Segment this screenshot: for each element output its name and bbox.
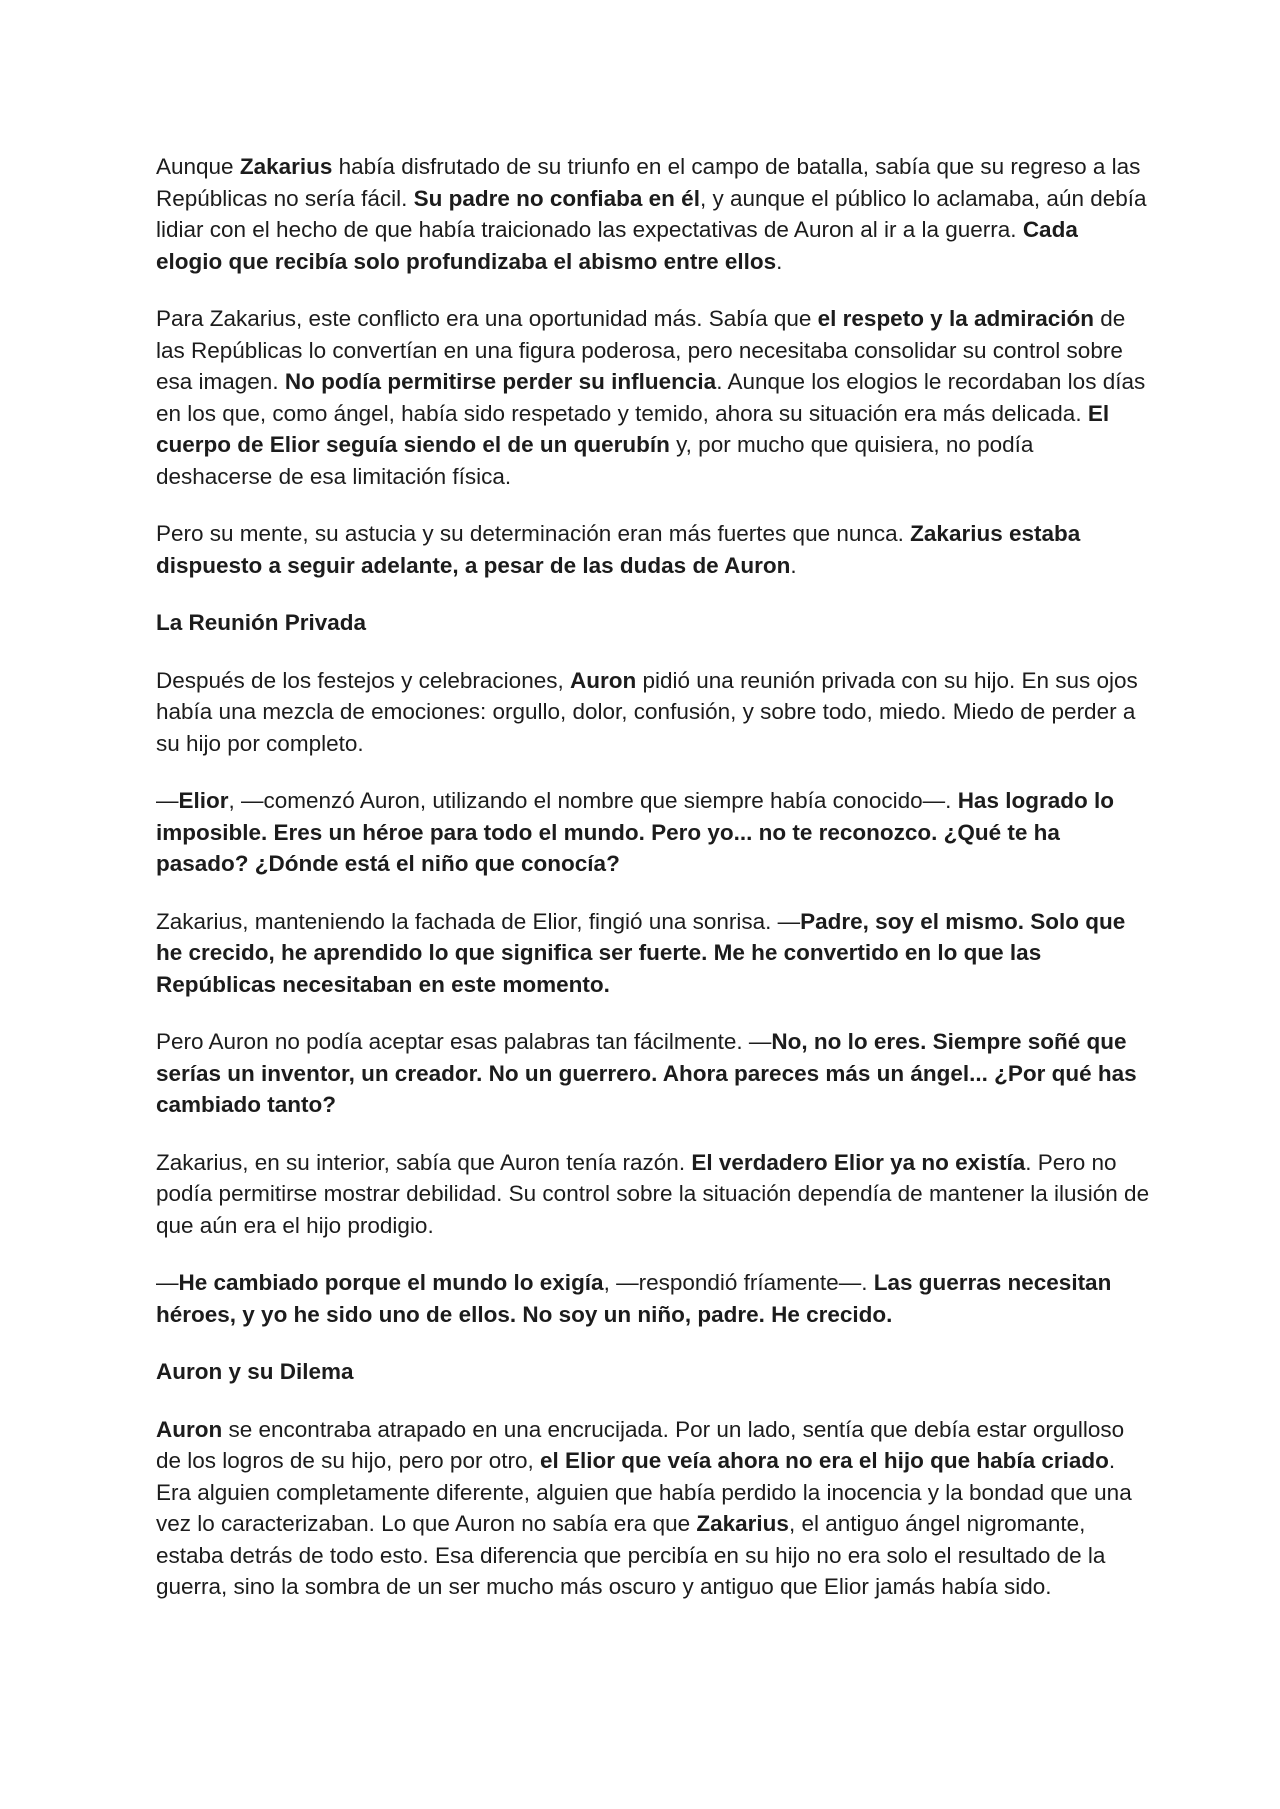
- paragraph-2: [156, 303, 1150, 492]
- heading-text: Auron y su Dilema: [156, 1359, 354, 1384]
- bold-run: Cada elogio que recibía solo profundizaba el abismo entre ellos: [156, 217, 1078, 274]
- text-run: , —respondió fríamente—.: [603, 1270, 874, 1295]
- text-run: —: [156, 1270, 179, 1295]
- text-run: había disfrutado de su triunfo en el campo de batalla, sabía que su regreso a las Repúblicas no sería fácil.: [156, 154, 1141, 211]
- bold-run: Has logrado lo imposible. Eres un héroe para todo el mundo. Pero yo... no te reconozco. ¿Qué te ha pasado? ¿Dónde está el niño que conocía?: [156, 788, 1114, 876]
- text-run: . Pero no podía permitirse mostrar debilidad. Su control sobre la situación dependía de mantener la ilusión de que aún era el hijo prodigio.: [156, 1149, 1150, 1238]
- bold-run: Las guerras necesitan héroes, y yo he sido uno de ellos. No soy un niño, padre. He crecido.: [156, 1270, 1112, 1327]
- bold-run: Su padre no confiaba en él: [413, 185, 700, 211]
- text-run: Zakarius, en su interior, sabía que Auron tenía razón.: [156, 1149, 692, 1175]
- text-run: Después de los festejos y celebraciones,: [156, 667, 570, 693]
- section-heading-auron-dilema: [156, 1356, 1150, 1388]
- text-run: —: [156, 788, 179, 813]
- bold-run: Zakarius estaba dispuesto a seguir adelante, a pesar de las dudas de Auron: [156, 521, 1081, 578]
- heading-text: La Reunión Privada: [156, 610, 367, 635]
- text-run: , el antiguo ángel nigromante, estaba detrás de todo esto. Esa diferencia que percibía en su hijo no era solo el resultado de la guerra, sino la sombra de un ser mucho más oscuro y antiguo que Elior jamás había sido.: [156, 1511, 1106, 1599]
- text-run: Para Zakarius, este conflicto era una oportunidad más. Sabía que: [156, 306, 818, 331]
- text-run: .: [790, 552, 797, 578]
- bold-run: Zakarius: [696, 1511, 789, 1536]
- text-run: , —comenzó Auron, utilizando el nombre que siempre había conocido—.: [228, 788, 958, 813]
- paragraph-1: [156, 151, 1150, 277]
- text-run: se encontraba atrapado en una encrucijada. Por un lado, sentía que debía estar orgulloso de los logros de su hijo, pero por otro,: [156, 1416, 1125, 1473]
- bold-run: el respeto y la admiración: [817, 306, 1095, 331]
- bold-run: Zakarius: [239, 154, 333, 179]
- paragraph-3: [156, 518, 1150, 581]
- text-run: . Era alguien completamente diferente, alguien que había perdido la inocencia y la bondad que una vez lo caracterizaban. Lo que Auron no sabía era que: [156, 1448, 1132, 1536]
- paragraph-5: [156, 665, 1150, 760]
- paragraph-9: [156, 1147, 1150, 1242]
- text-run: .: [776, 248, 783, 274]
- text-run: . Aunque los elogios le recordaban los días en los que, como ángel, había sido respetado y temido, ahora su situación era más delicada.: [156, 369, 1146, 426]
- text-run: , y aunque el público lo aclamaba, aún debía lidiar con el hecho de que había traicionado las expectativas de Auron al ir a la guerra.: [156, 185, 1147, 242]
- bold-run: No podía permitirse perder su influencia: [284, 369, 717, 394]
- bold-run: Auron: [156, 1416, 223, 1442]
- paragraph-12: [156, 1414, 1150, 1603]
- bold-run: El verdadero Elior ya no existía: [691, 1149, 1026, 1175]
- paragraph-6: [156, 785, 1150, 880]
- text-run: de las Repúblicas lo convertían en una figura poderosa, pero necesitaba consolidar su control sobre esa imagen.: [156, 306, 1126, 394]
- bold-run: He cambiado porque el mundo lo exigía: [178, 1270, 604, 1295]
- bold-run: No, no lo eres. Siempre soñé que serías un inventor, un creador. No un guerrero. Ahora pareces más un ángel... ¿Por qué has cambiado tanto?: [156, 1029, 1137, 1117]
- text-run: Zakarius, manteniendo la fachada de Elior, fingió una sonrisa. —: [156, 908, 801, 934]
- bold-run: el Elior que veía ahora no era el hijo que había criado: [539, 1448, 1109, 1473]
- bold-run: Padre, soy el mismo. Solo que he crecido, he aprendido lo que significa ser fuerte. Me he convertido en lo que las Repúblicas necesitaban en este momento.: [156, 908, 1126, 997]
- text-run: y, por mucho que quisiera, no podía deshacerse de esa limitación física.: [156, 432, 1034, 489]
- paragraph-10: [156, 1267, 1150, 1330]
- text-run: Pero Auron no podía aceptar esas palabras tan fácilmente. —: [156, 1029, 772, 1054]
- text-run: Aunque: [156, 154, 240, 179]
- bold-run: Elior: [178, 788, 229, 813]
- paragraph-8: [156, 1026, 1150, 1121]
- text-run: Pero su mente, su astucia y su determinación eran más fuertes que nunca.: [156, 521, 911, 546]
- bold-run: El cuerpo de Elior seguía siendo el de un querubín: [156, 400, 1110, 457]
- bold-run: Auron: [569, 667, 637, 693]
- paragraph-7: [156, 906, 1150, 1001]
- text-run: pidió una reunión privada con su hijo. En sus ojos había una mezcla de emociones: orgullo, dolor, confusión, y sobre todo, miedo. Miedo de perder a su hijo por completo.: [156, 667, 1138, 756]
- section-heading-reunion-privada: [156, 607, 1150, 639]
